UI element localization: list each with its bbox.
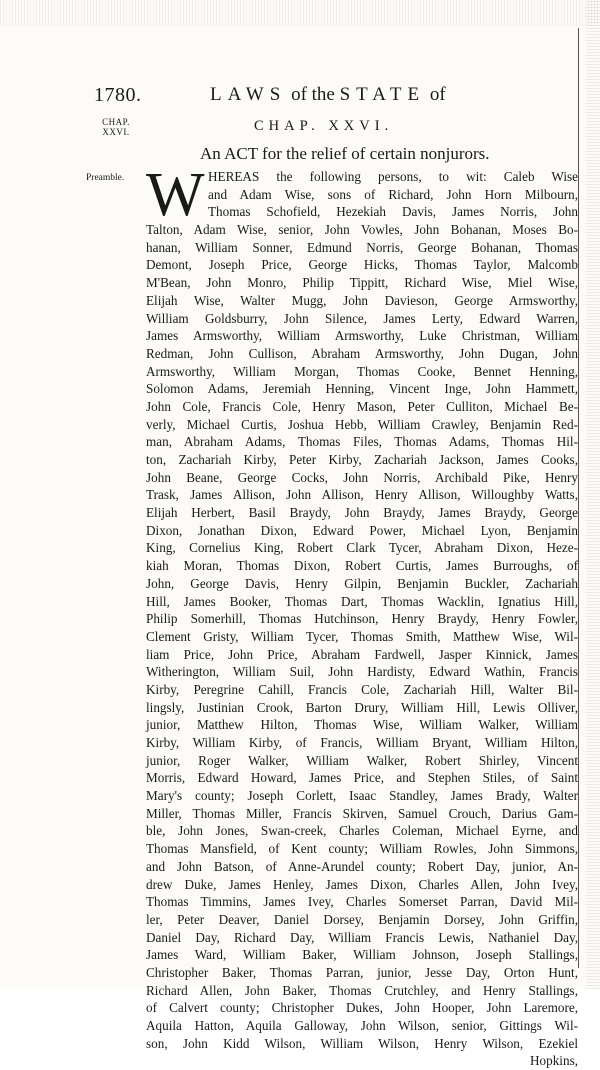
running-head-state: STATE <box>339 84 426 105</box>
text-line: HEREAS the following persons, to wit: Caleb Wise <box>208 169 578 184</box>
page-edge-line <box>578 28 579 968</box>
text-line: Clement Gristy, William Tycer, Thomas Smith, Matthew Wise, Wil- <box>146 628 578 644</box>
text-line: John Beane, George Cocks, John Norris, Archibald Pike, Henry <box>146 469 578 485</box>
text-line: M'Bean, John Monro, Philip Tippitt, Richard Wise, Miel Wise, <box>146 275 578 291</box>
text-line: John, George Davis, Henry Gilpin, Benjamin Buckler, Zachariah <box>146 575 578 591</box>
margin-chap-number: XXVI. <box>102 127 130 137</box>
text-line: Thomas Timmins, James Ivey, Charles Somerset Parran, David Mil- <box>146 894 578 910</box>
text-line: son, John Kidd Wilson, William Wilson, Henry Wilson, Ezekiel <box>146 1035 578 1051</box>
text-line: verly, Michael Curtis, Joshua Hebb, William Crawley, Benjamin Red- <box>146 416 578 432</box>
text-line: junior, Roger Walker, William Walker, Robert Shirley, Vincent <box>146 752 578 768</box>
text-line: Talton, Adam Wise, senior, John Vowles, John Bohanan, Moses Bo- <box>146 222 578 238</box>
text-line: Elijah Wise, Walter Mugg, John Davieson, George Armsworthy, <box>146 292 578 308</box>
text-line: King, Cornelius King, Robert Clark Tycer, Abraham Dixon, Heze- <box>146 540 578 556</box>
running-head-title <box>210 84 510 106</box>
running-head <box>0 82 600 112</box>
text-line: lingsly, Justinian Crook, Barton Drury, William Hill, Lewis Olliver, <box>146 699 578 715</box>
drop-cap: W <box>146 161 203 229</box>
text-line: man, Abraham Adams, Thomas Files, Thomas Adams, Thomas Hil- <box>146 434 578 450</box>
text-line: Christopher Baker, Thomas Parran, junior, Jesse Day, Orton Hunt, <box>146 964 578 980</box>
text-line: John Cole, Francis Cole, Henry Mason, Peter Culliton, Michael Be- <box>146 398 578 414</box>
text-line: Demont, Joseph Price, George Hicks, Thomas Taylor, Malcomb <box>146 257 578 273</box>
text-line: Miller, Thomas Miller, Francis Skirven, Samuel Crouch, Darius Gam- <box>146 805 578 821</box>
text-line: drew Duke, James Henley, James Dixon, Charles Allen, John Ivey, <box>146 876 578 892</box>
text-line: Kirby, Peregrine Cahill, Francis Cole, Zachariah Hill, Walter Bil- <box>146 681 578 697</box>
scan-border-right <box>586 0 600 989</box>
text-line: kiah Moran, Thomas Dixon, Robert Curtis, James Burroughs, of <box>146 558 578 574</box>
text-line: Dixon, Jonathan Dixon, Edward Power, Michael Lyon, Benjamin <box>146 522 578 538</box>
text-line: and Adam Wise, sons of Richard, John Horn Milbourn, <box>208 186 578 202</box>
text-line: Mary's county; Joseph Corlett, Isaac Standley, James Brady, Walter <box>146 788 578 804</box>
text-line: ble, John Jones, Swan-creek, Charles Coleman, Michael Eyrne, and <box>146 823 578 839</box>
text-line: William Goldsburry, John Silence, James Lerty, Edward Warren, <box>146 310 578 326</box>
chapter-heading: CHAP. XXVI. <box>254 118 394 134</box>
text-line: ton, Zachariah Kirby, Peter Kirby, Zachariah Jackson, James Cooks, <box>146 452 578 467</box>
text-line: Hopkins, <box>530 1053 578 1069</box>
text-line: James Ward, William Baker, William Johnson, Joseph Stallings, <box>146 947 578 963</box>
text-line: James Armsworthy, William Armsworthy, Luke Christman, William <box>146 328 578 344</box>
text-line: hanan, William Sonner, Edmund Norris, George Bohanan, Thomas <box>146 239 578 255</box>
text-line: Thomas Schofield, Hezekiah Davis, James Norris, John <box>208 204 578 220</box>
text-line: Trask, James Allison, John Allison, Henry Allison, Willoughby Watts, <box>146 487 578 503</box>
margin-chapter-note <box>86 117 146 137</box>
running-head-laws: LAWS <box>210 84 287 105</box>
text-line: Daniel Day, Richard Day, William Francis Lewis, Nathaniel Day, <box>146 929 578 945</box>
text-line: liam Price, John Price, Abraham Fardwell, Jasper Kinnick, James <box>146 646 578 662</box>
running-head-of: of <box>429 84 446 105</box>
text-line: Solomon Adams, Jeremiah Henning, Vincent Inge, John Hammett, <box>146 381 578 397</box>
text-line: Redman, John Cullison, Abraham Armsworthy, John Dugan, John <box>146 345 578 361</box>
act-body-text <box>146 161 578 1070</box>
text-line: ler, Peter Deaver, Daniel Dorsey, Benjamin Dorsey, John Griffin, <box>146 911 578 927</box>
text-line: Witherington, William Suil, John Hardisty, Edward Wathin, Francis <box>146 664 578 680</box>
margin-preamble-note: Preamble. <box>86 173 125 183</box>
text-line: Hill, James Booker, Thomas Dart, Thomas Wacklin, Ignatius Hill, <box>146 593 578 609</box>
text-line: Kirby, William Kirby, of Francis, William Bryant, William Hilton, <box>146 735 578 750</box>
text-line: junior, Matthew Hilton, Thomas Wise, William Walker, William <box>146 717 578 733</box>
running-head-year: 1780. <box>94 84 142 106</box>
text-line: Armsworthy, William Morgan, Thomas Cooke, Bennet Henning, <box>146 363 578 379</box>
text-line: of Calvert county; Christopher Dukes, John Hooper, John Laremore, <box>146 1000 578 1016</box>
text-line: Morris, Edward Howard, James Price, and Stephen Stiles, of Saint <box>146 770 578 786</box>
text-line: Elijah Herbert, Basil Braydy, John Braydy, James Braydy, George <box>146 505 578 521</box>
scan-border-top <box>0 0 600 26</box>
margin-chap-label: CHAP. <box>102 117 130 127</box>
running-head-of-the: of the <box>291 84 335 105</box>
text-line: Richard Allen, John Baker, Thomas Crutchley, and Henry Stallings, <box>146 982 578 998</box>
text-line: Thomas Mansfield, of Kent county; William Rowles, John Simmons, <box>146 841 578 857</box>
text-line: Philip Somerhill, Thomas Hutchinson, Henry Braydy, Henry Fowler, <box>146 611 578 627</box>
act-title: An ACT for the relief of certain nonjurors. <box>200 144 490 163</box>
text-line: Aquila Hatton, Aquila Galloway, John Wilson, senior, Gittings Wil- <box>146 1018 578 1033</box>
text-line: and John Batson, of Anne-Arundel county; Robert Day, junior, An- <box>146 858 578 874</box>
